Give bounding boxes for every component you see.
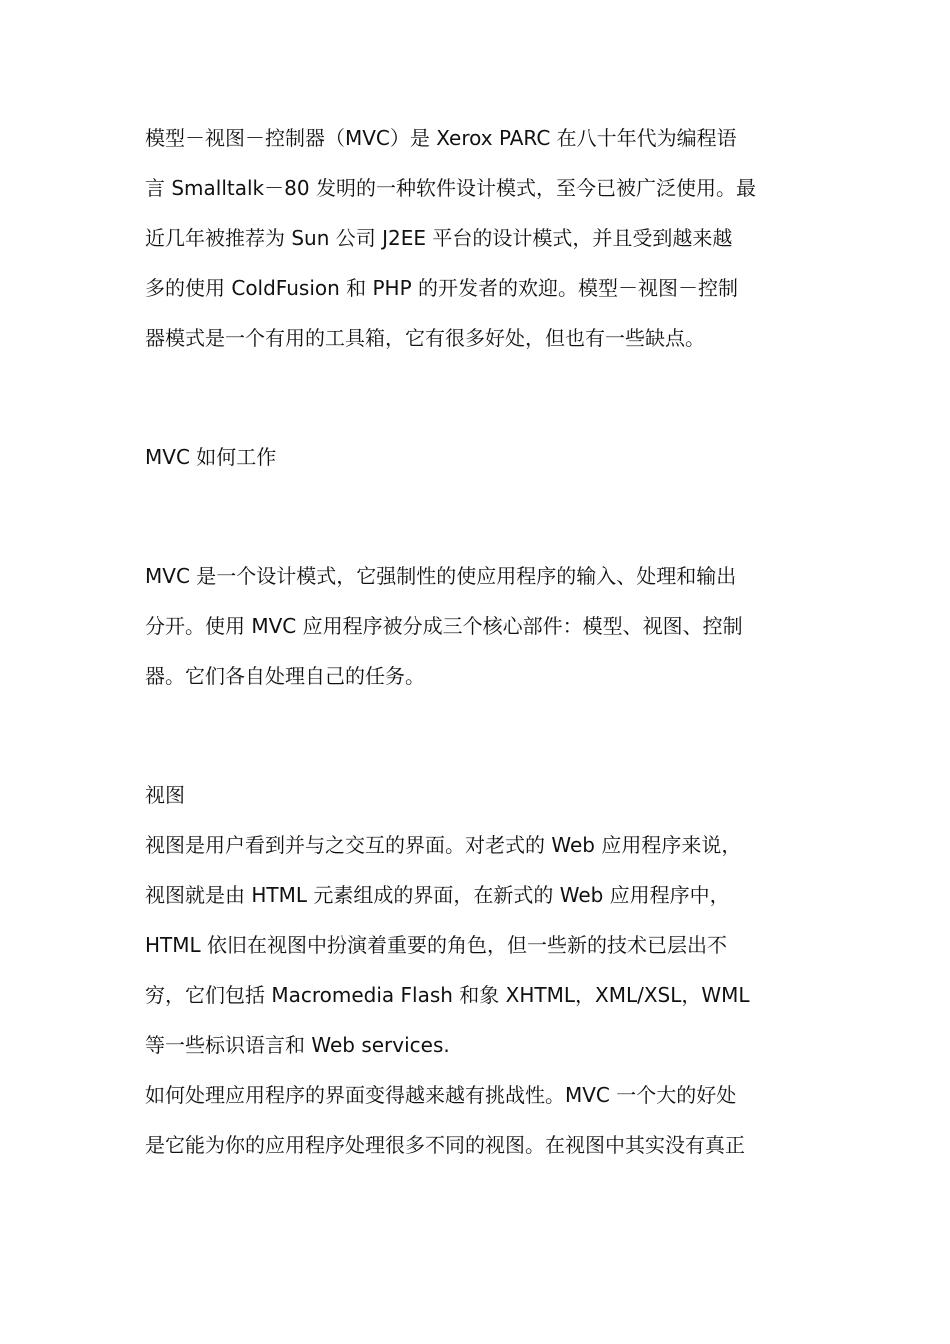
text-line: 多的使用 ColdFusion 和 PHP 的开发者的欢迎。模型－视图－控制: [145, 276, 739, 300]
text-line: 如何处理应用程序的界面变得越来越有挑战性。MVC 一个大的好处: [145, 1083, 737, 1107]
section-heading-view: 视图: [145, 783, 185, 807]
text-line: 器。它们各自处理自己的任务。: [145, 664, 425, 688]
text-line: 等一些标识语言和 Web services.: [145, 1033, 450, 1057]
text-line: 模型－视图－控制器（MVC）是 Xerox PARC 在八十年代为编程语: [145, 126, 737, 150]
text-line: 分开。使用 MVC 应用程序被分成三个核心部件：模型、视图、控制: [145, 614, 743, 638]
text-line: 穷，它们包括 Macromedia Flash 和象 XHTML，XML/XSL，WML: [145, 983, 750, 1007]
text-line: 视图就是由 HTML 元素组成的界面，在新式的 Web 应用程序中，: [145, 883, 730, 907]
how-paragraph: [145, 551, 810, 701]
text-line: MVC 是一个设计模式，它强制性的使应用程序的输入、处理和输出: [145, 564, 737, 588]
spacer: [145, 701, 810, 770]
intro-paragraph: [145, 113, 810, 363]
section-heading-how-mvc-works: MVC 如何工作: [145, 445, 277, 469]
text-line: HTML 依旧在视图中扮演着重要的角色，但一些新的技术已层出不: [145, 933, 728, 957]
view-paragraph: [145, 820, 810, 1070]
view-paragraph-2: [145, 1070, 810, 1170]
spacer: [145, 482, 810, 551]
document-body: [145, 113, 810, 1170]
text-line: 言 Smalltalk－80 发明的一种软件设计模式，至今已被广泛使用。最: [145, 176, 756, 200]
spacer: [145, 363, 810, 432]
text-line: 近几年被推荐为 Sun 公司 J2EE 平台的设计模式，并且受到越来越: [145, 226, 733, 250]
text-line: 视图是用户看到并与之交互的界面。对老式的 Web 应用程序来说，: [145, 833, 742, 857]
text-line: 器模式是一个有用的工具箱，它有很多好处，但也有一些缺点。: [145, 326, 705, 350]
text-line: 是它能为你的应用程序处理很多不同的视图。在视图中其实没有真正: [145, 1133, 745, 1157]
